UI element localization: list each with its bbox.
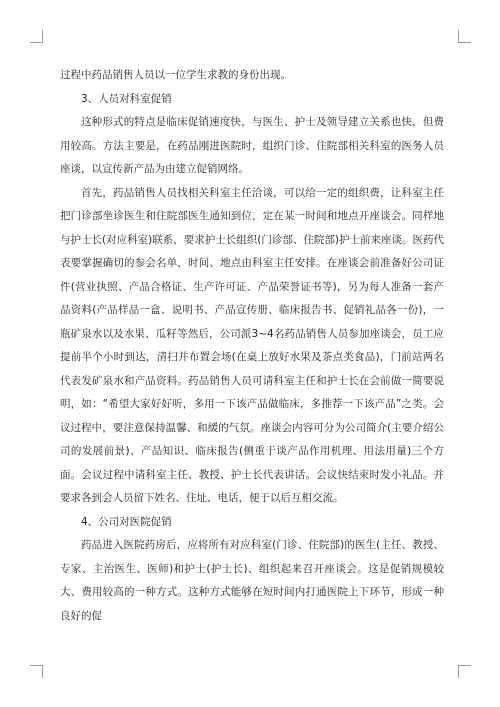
- crop-mark-top-left: [30, 30, 43, 43]
- paragraph-dept-promotion-intro: 这种形式的特点是临床促销速度快，与医生、护士及领导建立关系也快，但费用较高。方法主要是，在药品刚进医院时，组织门诊、住院部相关科室的医务人员座谈，以宣传新产品为由建立促销网络。: [60, 116, 444, 175]
- crop-mark-bottom-right: [458, 665, 471, 678]
- document-body: [60, 64, 444, 628]
- crop-mark-top-right: [458, 30, 471, 43]
- paragraph-dept-promotion-steps: 首先，药品销售人员找相关科室主任洽谈，可以给一定的组织费，让科室主任把门诊部坐诊医生和住院部医生通知到位，定在某一时间和地点开座谈会。同样地与护士长(对应科室)联系，要求护士长组织(门诊部、住院部)护士前来座谈。医药代表要掌握确切的参会名单，时间、地点由科室主任安排。在座谈会前准备好公司证件(营业执照、产品合格证、生产许可证、产品荣誉证书等)，另为每人准备一套产品资料(产品样品一盒、说明书、产品宣传册、临床报告书、促销礼品各一份)，一瓶矿泉水以及水果、瓜籽等然后，公司派3~4名药品销售人员参加座谈会，员工应提前半个小时到达，清扫并布置会场(在桌上放好水果及茶点类食品)，门前站两名代表发矿泉水和产品资料。药品销售人员可请科室主任和护士长在会前做一简要说明，如：“希望大家好好听，多用一下该产品做临床，多推荐一下该产品”之类。会议过程中，要注意保持温馨、和緩的气氛。座谈会内容可分为公司简介(主要介绍公司的发展前景)、产品知识、临床报告(侧重于谈产品作用机理、用法用量)三个方面。会议过程中请科室主任、教授、护士长代表讲话。会议快结束时发小礼品。并要求各到会人员留下姓名、住址、电话，便于以后互相交流。: [60, 186, 444, 504]
- paragraph-continuation: 过程中药品销售人员以一位学生求教的身份出现。: [60, 69, 291, 81]
- section-heading-4: 4、公司对医院促销: [81, 515, 172, 528]
- paragraph-hospital-promotion: 药品进入医院药房后，应将所有对应科室(门诊、住院部)的医生(主任、教授、专家、主治医生、医师)和护士(护士长)、组织起来召开座谈会。这是促销规模较大、费用较高的一种方式。这种方式能够在短时间内打通医院上下环节，形成一种良好的促: [60, 539, 444, 622]
- section-heading-3: 3、人员对科室促销: [81, 92, 172, 105]
- crop-mark-bottom-left: [30, 665, 43, 678]
